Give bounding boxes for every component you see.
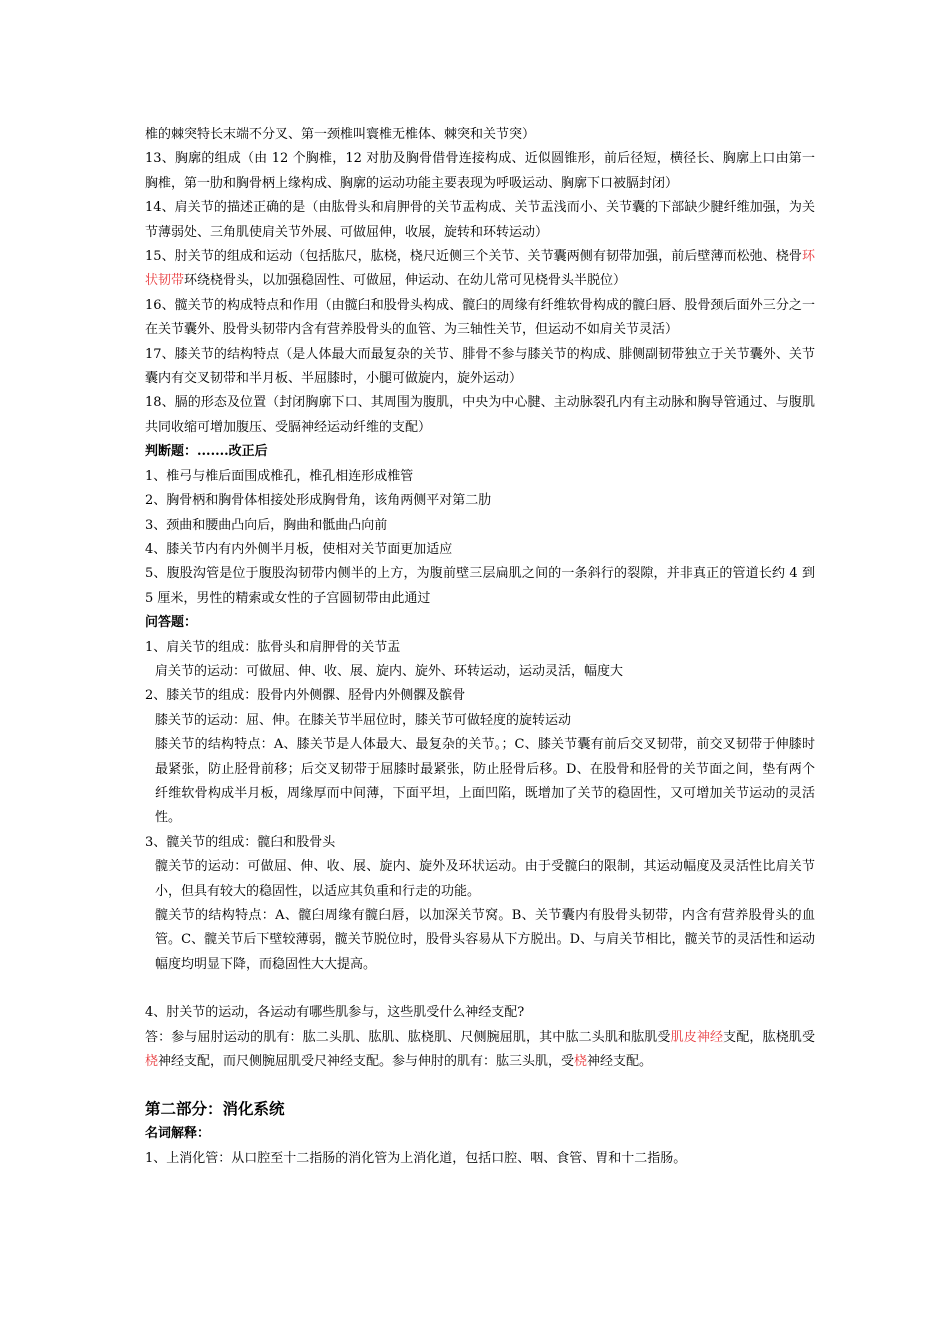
qa-3-hip-movement: 髋关节的运动：可做屈、伸、收、展、旋内、旋外及环状运动。由于受髋臼的限制，其运动幅度及灵活性比肩关节小，但具有较大的稳固性，以适应其负重和行走的功能。 <box>155 859 815 899</box>
qa-2-knee-structure: 膝关节的结构特点：A、膝关节是人体最大、最复杂的关节。；C、膝关节囊有前后交叉韧带，前交叉韧带于伸膝时最紧张，防止胫骨前移；后交叉韧带于屈膝时最紧张，防止胫骨后移。D、在股骨和胫骨的关节面之间，垫有两个纤维软骨构成半月板，周缘厚而中间薄，下面平坦，上面凹陷，既增加了关节的稳固性，又可增加关节运动的灵活性。 <box>155 737 815 826</box>
highlight-radial-2: 桡 <box>574 1054 588 1070</box>
spacer <box>145 977 815 1001</box>
item-14-shoulder-joint: 14、肩关节的描述正确的是（由肱骨头和肩胛骨的关节盂构成、关节盂浅而小、关节囊的下部缺少腱纤维加强，为关节薄弱处、三角肌使肩关节外展、可做屈伸，收展，旋转和环转运动） <box>145 200 815 240</box>
item-15-elbow-joint <box>145 245 815 294</box>
paragraph-continuation: 椎的棘突特长末端不分叉、第一颈椎叫寰椎无椎体、棘突和关节突） <box>145 127 536 142</box>
qa-1-shoulder-movement: 肩关节的运动：可做屈、伸、收、展、旋内、旋外、环转运动，运动灵活，幅度大 <box>155 663 624 679</box>
judgement-item-2: 2、胸骨柄和胸骨体相接处形成胸骨角，该角两侧平对第二肋 <box>145 493 492 509</box>
highlight-musculocutaneous-nerve: 肌皮神经 <box>670 1029 724 1045</box>
item-15-text-b: 环绕桡骨头，以加强稳固性、可做屈，伸运动、在幼儿常可见桡骨头半脱位） <box>184 273 627 289</box>
judgement-item-4: 4、膝关节内有内外侧半月板，使相对关节面更加适应 <box>145 541 453 557</box>
item-13-thorax: 13、胸廓的组成（由 12 个胸椎，12 对肋及胸骨借骨连接构成、近似圆锥形，前后径短，横径长、胸廓上口由第一胸椎，第一肋和胸骨柄上缘构成、胸廓的运动功能主要表现为呼吸运动、胸廓下口被膈封闭） <box>145 151 815 191</box>
qa-heading: 问答题： <box>145 615 198 631</box>
qa-1-shoulder-composition: 1、肩关节的组成：肱骨头和肩胛骨的关节盂 <box>145 639 401 655</box>
qa-4-text-a: 答：参与屈肘运动的肌有：肱二头肌、肱肌、肱桡肌、尺侧腕屈肌，其中肱二头肌和肱肌受 <box>145 1029 671 1045</box>
item-18-diaphragm: 18、膈的形态及位置（封闭胸廓下口、其周围为腹肌，中央为中心腱、主动脉裂孔内有主动脉和胸导管通过、与腹肌共同收缩可增加腹压、受膈神经运动纤维的支配） <box>145 395 815 435</box>
qa-4-text-d: 神经支配。 <box>587 1054 653 1070</box>
term-1-upper-digestive: 1、上消化管：从口腔至十二指肠的消化管为上消化道，包括口腔、咽、食管、胃和十二指肠。 <box>145 1150 687 1166</box>
qa-2-knee-movement: 膝关节的运动：屈、伸。在膝关节半屈位时，膝关节可做轻度的旋转运动 <box>155 712 572 728</box>
document-page <box>145 123 815 1171</box>
qa-4-elbow-question: 4、肘关节的运动，各运动有哪些肌参与，这些肌受什么神经支配? <box>145 1005 525 1021</box>
qa-3-hip-composition: 3、髋关节的组成：髋臼和股骨头 <box>145 834 336 850</box>
judgement-item-1: 1、椎弓与椎后面围成椎孔，椎孔相连形成椎管 <box>145 468 414 484</box>
judgement-heading: 判断题：.......改正后 <box>145 444 268 460</box>
item-16-hip-joint: 16、髋关节的构成特点和作用（由髋臼和股骨头构成、髋臼的周缘有纤维软骨构成的髋臼唇、股骨颈后面外三分之一在关节囊外、股骨头韧带内含有营养股骨头的血管、为三轴性关节，但运动不如肩关节灵活） <box>145 297 815 338</box>
judgement-item-3: 3、颈曲和腰曲凸向后，胸曲和骶曲凸向前 <box>145 517 388 533</box>
part-2-title: 第二部分：消化系统 <box>145 1100 285 1119</box>
spacer <box>145 1074 815 1096</box>
highlight-radial-1: 桡 <box>145 1054 159 1070</box>
qa-3-hip-structure: 髋关节的结构特点：A、髋臼周缘有髋臼唇，以加深关节窝。B、关节囊内有股骨头韧带，内含有营养股骨头的血管。C、髋关节后下壁较薄弱，髋关节脱位时，股骨头容易从下方脱出。D、与肩关节相比，髋关节的灵活性和运动幅度均明显下降，而稳固性大大提高。 <box>155 908 815 972</box>
qa-4-text-b: 支配，肱桡肌受 <box>723 1029 815 1045</box>
item-15-text-a: 15、肘关节的组成和运动（包括肱尺，肱桡，桡尺近侧三个关节、关节囊两侧有韧带加强，前后壁薄而松弛、桡骨 <box>145 249 802 265</box>
item-17-knee-joint: 17、膝关节的结构特点（是人体最大而最复杂的关节、腓骨不参与膝关节的构成、腓侧副韧带独立于关节囊外、关节囊内有交叉韧带和半月板、半屈膝时，小腿可做旋内，旋外运动） <box>145 346 815 387</box>
qa-4-text-c: 神经支配，而尺侧腕屈肌受尺神经支配。参与伸肘的肌有：肱三头肌，受 <box>158 1054 575 1070</box>
term-heading: 名词解释： <box>145 1126 211 1142</box>
judgement-item-5: 5、腹股沟管是位于腹股沟韧带内侧半的上方，为腹前壁三层扁肌之间的一条斜行的裂隙，并非真正的管道长约 4 到 5 厘米，男性的精索或女性的子宫圆韧带由此通过 <box>145 566 815 606</box>
highlight-annular-ligament: 环状韧带 <box>145 249 815 289</box>
qa-4-elbow-answer <box>145 1026 815 1075</box>
qa-2-knee-composition: 2、膝关节的组成：股骨内外侧髁、胫骨内外侧髁及髌骨 <box>145 688 466 704</box>
